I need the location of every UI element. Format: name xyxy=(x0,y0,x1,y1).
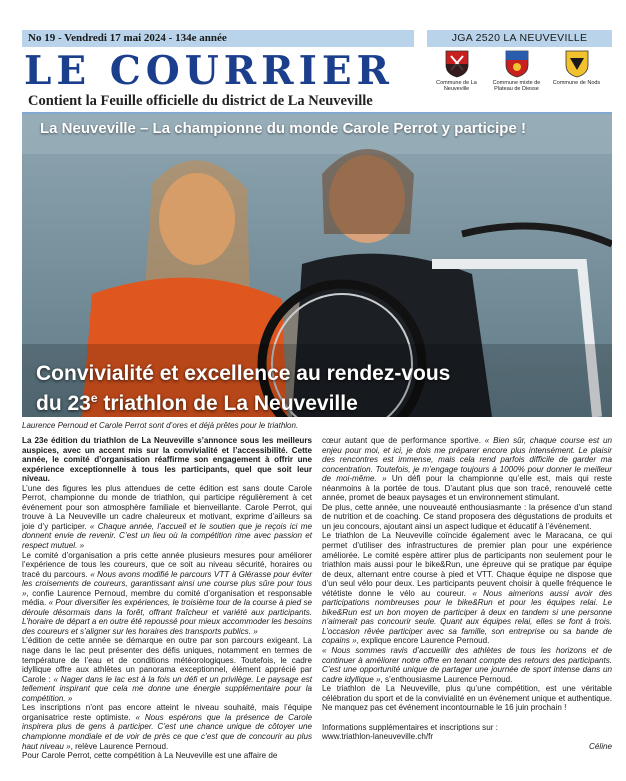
quote: « Chaque année, l’accueil et le soutien que je reçois ici me donnent envie de revenir. C’est un lieu où la compétition rime avec passion et respect mutuel. » xyxy=(22,521,312,551)
article-paragraph xyxy=(322,531,612,646)
quote: « Nous aimerions aussi avoir des participations nombreuses pour le bike&Run et pour les équipes relai. Le bike&Run est un bon moyen de participer à deux en tandem si une personne n’aimerait pas concourir seule. Quant aux équipes relai, elles se font à trois. L’occasion rêvée participer avec sa famille, son entreprise ou sa bande de copains » xyxy=(322,588,613,646)
article-paragraph xyxy=(22,551,312,637)
quote: « Pour diversifier les expériences, le troisième tour de la course à pied se déroule désormais dans la forêt, offrant fraîcheur et variété aux participants. L’horaire de départ a en outre été repoussé pour mieux accommoder les besoins des coureurs et s’aligner sur les horaires des transports publics. » xyxy=(22,598,313,636)
text: , confie Laurence Pernoud, membre du comité d’organisation et responsable média. xyxy=(22,588,312,608)
quote: « Nous espérons que la présence de Carole inspirera plus de gens à participer. C’est une chance unique de côtoyer une championne mondiale et de voir de près ce que c’est que de concourir au plus haut niveau » xyxy=(22,712,313,751)
crest-plateau-de-diesse xyxy=(489,50,544,92)
article-paragraph xyxy=(22,484,312,551)
blue-yellow-crest-icon xyxy=(505,50,529,78)
red-crest-keys-icon xyxy=(445,50,469,78)
article-paragraph xyxy=(322,646,612,684)
crest-label: Commune de Nods xyxy=(552,80,601,86)
text: , relève Laurence Pernoud. xyxy=(70,741,169,751)
text: cœur autant que de performance sportive. xyxy=(322,436,481,445)
signature: Céline xyxy=(589,741,612,751)
text: Le triathlon de La Neuveville coïncide également avec le Maracana, ce qui permet d’utiliser des infrastructures de premier plan pour une expérience améliorée. Le comité espère attirer plus de participants non seulement pour le triathlon mais aussi pour le bike&Run, une épreuve qui se pratique par équipe de deux, alternant entre course à pied et VTT. Chaque équipe ne dispose que d’un seul vélo pour deux. Les participants peuvent choisir à quelle fréquence le vététiste donne le vélo au coureur. xyxy=(322,531,612,598)
quote: « Nous sommes ravis d’accueillir des athlètes de tous les horizons et de continuer à améliorer notre offre en tenant compte des retours des participants. C’est une opportunité unique de partager une journée de sport intense dans un cadre idyllique » xyxy=(322,646,612,684)
crest-nods xyxy=(549,50,604,86)
newspaper-subtitle: Contient la Feuille officielle du district de La Neuveville xyxy=(28,93,373,109)
jga-line: JGA 2520 LA NEUVEVILLE xyxy=(427,30,612,47)
article-column-right xyxy=(322,436,612,752)
masthead xyxy=(22,30,612,110)
article-paragraph xyxy=(322,436,612,503)
newspaper-title: LE COURRIER xyxy=(24,48,394,94)
yellow-black-crest-icon xyxy=(565,50,589,78)
article-lead: La 23e édition du triathlon de La Neuveville s’annonce sous les meilleurs auspices, avec un accent mis sur la convivialité et l’accessibilité. Cette année, le comité d’organisation réaffirme son engagement à offrir une expérience exceptionnelle à tous les participants, quel que soit leur niveau. xyxy=(22,436,312,484)
text: Les inscriptions n’ont pas encore atteint le niveau souhaité, mais l’équipe organisatrice reste optimiste. xyxy=(22,703,312,722)
crest-label: Commune de La Neuveville xyxy=(436,80,477,92)
headline xyxy=(36,362,450,416)
article-column-left xyxy=(22,436,312,761)
crest-label: Commune mixte de Plateau de Diesse xyxy=(492,80,541,92)
article-paragraph: De plus, cette année, une nouveauté enthousiasmante : la présence d’un stand de nutrition et de coaching. Ce stand proposera des dégustations de produits et un jeu concours, ajoutant ainsi un aspect ludique et éducatif à l’événement. xyxy=(322,502,612,531)
text: Un défi pour la championne qu’elle est, mais qui reste néanmoins à la portée de tous. D’autant plus que son tracé, renouvelé cette année, promet de beaux paysages et un environnement stimulant. xyxy=(322,474,612,503)
text: Le comité d’organisation a pris cette année plusieurs mesures pour améliorer l’expérience de tous les coureurs, que ce soit au niveau sécurité, horaires ou tracé du parcours. xyxy=(22,550,312,579)
photo-title: La Neuveville – La championne du monde Carole Perrot y participe ! xyxy=(40,120,526,137)
crests xyxy=(427,50,612,110)
headline-sup: e xyxy=(90,391,98,405)
quote: « Nous avons modifié le parcours VTT à Glérasse pour éviter les croisements de coureurs, garantissant ainsi une course plus sûre pour tous » xyxy=(22,569,313,598)
article-paragraph: Informations supplémentaires et inscriptions sur : xyxy=(322,722,498,732)
headline-line-2 xyxy=(36,386,450,416)
text: , explique encore Laurence Pernoud. xyxy=(356,636,490,646)
quote: « Nager dans le lac est à la fois un défi et un privilège. Le paysage est tellement inspirant que cela me donne une énergie supplémentaire pour la compétition. » xyxy=(22,674,312,703)
quote: « Bien sûr, chaque course est un enjeu pour moi, et ici, je dois me préparer encore plus intensément. Le plaisir des rencontres est immense, mais cela rend parfois difficile de garder ma concentration. Toutefois, je m’engage toujours à 1000% pour donner le meilleur de moi-même. » xyxy=(322,436,612,484)
crest-la-neuveville xyxy=(429,50,484,92)
issue-line: No 19 - Vendredi 17 mai 2024 - 134e année xyxy=(22,30,414,47)
photo-caption: Laurence Pernoud et Carole Perrot sont d’ores et déjà prêtes pour le triathlon. xyxy=(22,421,299,430)
article-paragraph xyxy=(22,703,312,751)
text: , s’enthousiasme Laurence Pernoud. xyxy=(380,674,513,684)
article-paragraph: Pour Carole Perrot, cette compétition à La Neuveville est une affaire de xyxy=(22,751,278,761)
headline-part: du 23 xyxy=(36,392,91,415)
article-paragraph xyxy=(22,636,312,703)
info-link[interactable]: www.triathlon-laneuveville.ch/fr xyxy=(322,732,434,742)
hero-photo xyxy=(22,114,612,417)
text: L’une des figures les plus attendues de cette édition est sans doute Carole Perrot, championne du monde de triathlon, qui participe régulièrement à cet événement pour son atmosphère familiale et bienveillante. Carole Perrot, qui trouve à La Neuveville un cadre chaleureux et motivant, exprime d’ailleurs sa joie d’y participer. xyxy=(22,483,312,531)
headline-part: triathlon de La Neuveville xyxy=(97,392,358,415)
headline-line-1: Convivialité et excellence au rendez-vous xyxy=(36,362,451,385)
article-paragraph: Le triathlon de La Neuveville, plus qu’une compétition, est une véritable célébration du sport et de la convivialité en un événement unique et authentique. Ne manquez pas cet événement incontournable le 16 juin prochain ! xyxy=(322,684,612,713)
text: L’édition de cette année se démarque en outre par son parcours exigeant. La nage dans le lac peut présenter des défis uniques, notamment en termes de température de l’eau et de conditions météorologiques. Toutefois, le cadre idyllique offre aux athlètes un panorama exceptionnel, élément apprécié par Carole : xyxy=(22,636,312,684)
